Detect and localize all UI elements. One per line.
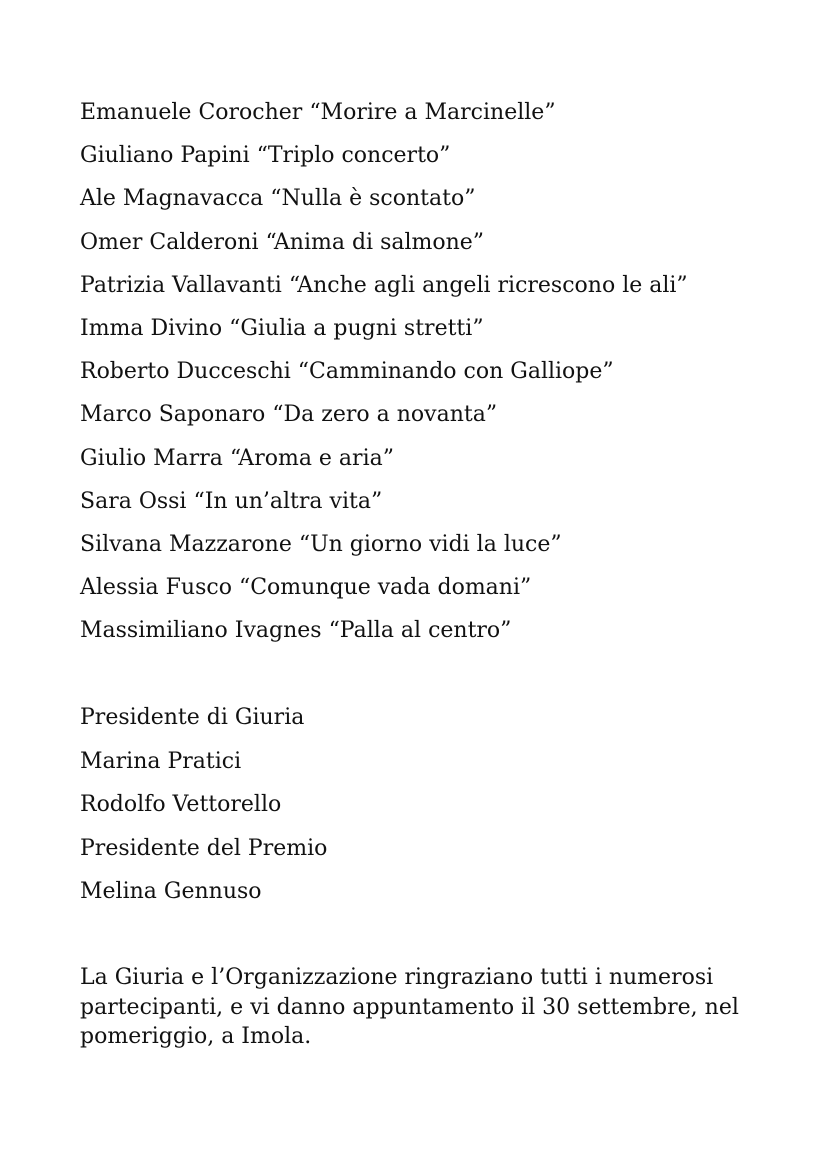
entry-title: “Camminando con Galliope” [297, 359, 614, 385]
list-item [80, 98, 688, 141]
list-item [80, 616, 688, 659]
list-item [80, 444, 688, 487]
entry-author: Silvana Mazzarone [80, 531, 292, 557]
entry-author: Giulio Marra [80, 445, 223, 471]
entry-title: “Comunque vada domani” [238, 575, 532, 601]
list-item [80, 228, 688, 271]
entry-title: “Un giorno vidi la luce” [298, 531, 562, 557]
prize-president-name: Melina Gennuso [80, 879, 262, 904]
list-item [80, 357, 688, 400]
entry-title: “Anima di salmone” [265, 229, 485, 255]
entry-author: Sara Ossi [80, 488, 187, 514]
entry-author: Massimiliano Ivagnes [80, 618, 322, 644]
jury-member-1: Marina Pratici [80, 748, 242, 774]
jury-member-2: Rodolfo Vettorello [80, 792, 282, 817]
list-item [80, 573, 688, 616]
entry-author: Ale Magnavacca [80, 186, 264, 212]
entry-title: “Triplo concerto” [256, 143, 451, 169]
list-item [80, 314, 688, 357]
entry-title: “Nulla è scontato” [270, 186, 476, 212]
list-item [80, 184, 688, 227]
list-item [80, 141, 688, 184]
entry-author: Emanuele Corocher [80, 100, 303, 125]
entry-title: “Anche agli angeli ricrescono le ali” [288, 272, 688, 298]
entry-title: “Palla al centro” [328, 618, 512, 644]
entry-author: Giuliano Papini [80, 143, 250, 169]
list-item [80, 400, 688, 443]
entry-author: Alessia Fusco [80, 575, 232, 601]
list-item [80, 487, 688, 530]
entry-title: “Aroma e aria” [229, 445, 394, 471]
jury-section [80, 703, 327, 921]
entry-title: “Giulia a pugni stretti” [229, 315, 484, 341]
entry-title: “In un’altra vita” [193, 488, 383, 514]
entry-title: “Morire a Marcinelle” [309, 100, 556, 125]
entry-author: Roberto Ducceschi [80, 359, 291, 385]
entry-author: Omer Calderoni [80, 229, 259, 255]
entry-author: Patrizia Vallavanti [80, 272, 282, 298]
list-item [80, 271, 688, 314]
entry-author: Imma Divino [80, 315, 223, 341]
closing-paragraph: La Giuria e l’Organizzazione ringraziano tutti i numerosi partecipanti, e vi danno appuntamento il 30 settembre, nel pomeriggio, a Imola. [80, 965, 739, 1049]
list-item [80, 530, 688, 573]
jury-president-label: Presidente di Giuria [80, 705, 305, 730]
prize-president-label: Presidente del Premio [80, 835, 328, 861]
winners-list [80, 98, 688, 659]
entry-title: “Da zero a novanta” [272, 402, 498, 428]
entry-author: Marco Saponaro [80, 402, 266, 428]
